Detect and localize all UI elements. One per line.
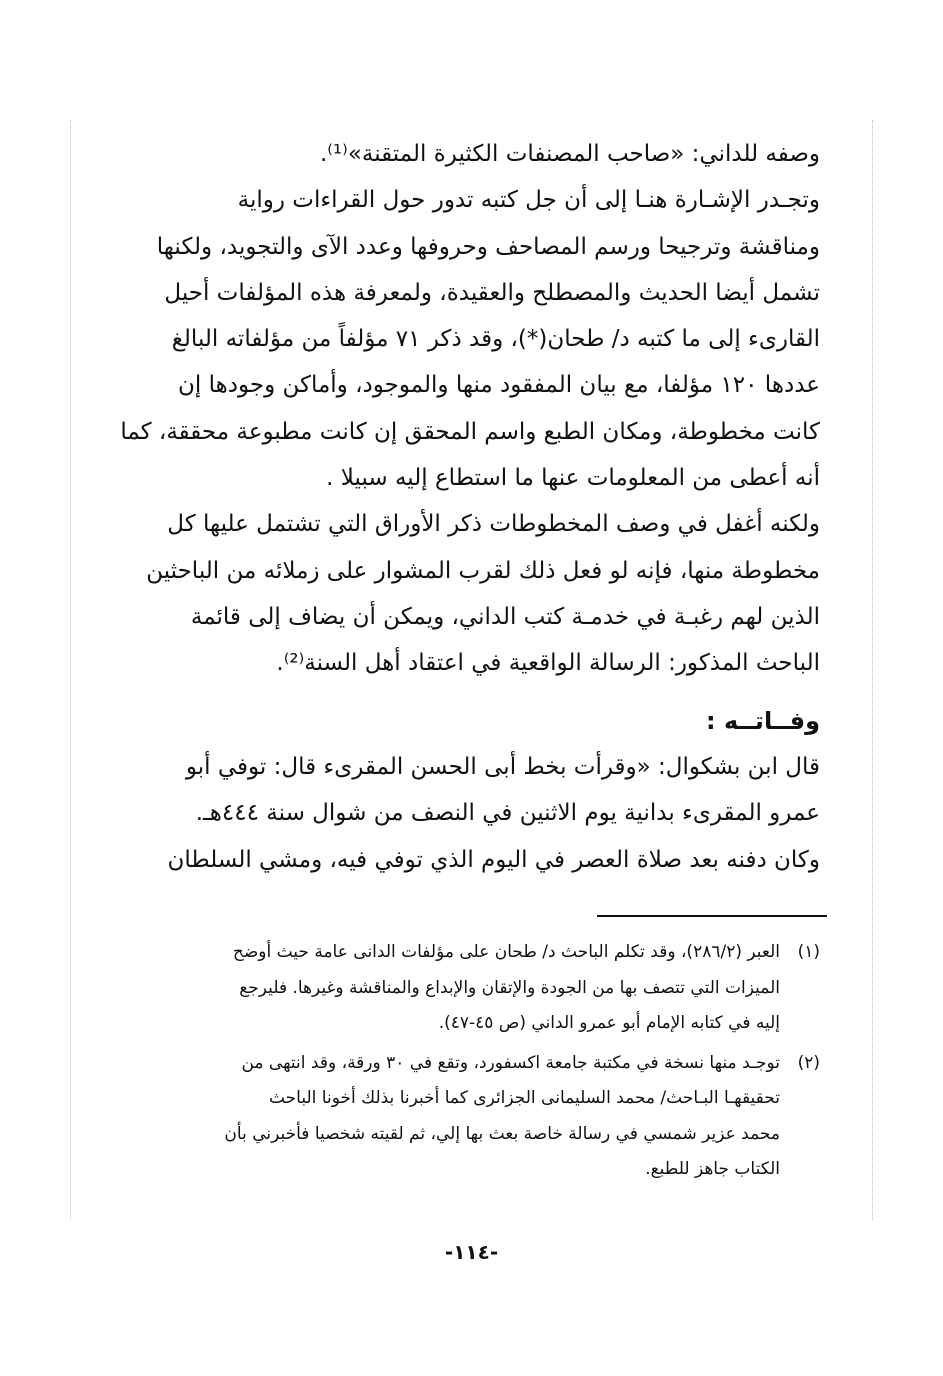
text-line: وكان دفنه بعد صلاة العصر في اليوم الذي توفي فيه، ومشي السلطان xyxy=(167,846,820,873)
text-line: الباحث المذكور: الرسالة الواقعية في اعتقاد أهل السنة⁽²⁾. xyxy=(276,650,820,677)
scan-artifact-right xyxy=(872,120,873,1220)
text-line: عمرو المقرىء بدانية يوم الاثنين في النصف من شوال سنة ٤٤٤هـ. xyxy=(195,800,820,827)
text-line: عددها ١٢٠ مؤلفا، مع بيان المفقود منها والموجود، وأماكن وجودها إن xyxy=(178,372,820,399)
text-line: ومناقشة وترجيحا ورسم المصاحف وحروفها وعدد الآى والتجويد، ولكنها xyxy=(156,233,820,260)
footnote-line: الكتاب جاهز للطبع. xyxy=(645,1159,780,1179)
text-line: وصفه للداني: «صاحب المصنفات الكثيرة المتقنة»⁽¹⁾. xyxy=(319,141,820,167)
section-heading: وفــاتــه : xyxy=(706,707,820,735)
text-line: وتجـدر الإشـارة هنـا إلى أن جل كتبه تدور حول القراءات رواية xyxy=(237,187,820,214)
text-line: مخطوطة منها، فإنه لو فعل ذلك لقرب المشوار على زملائه من الباحثين xyxy=(146,557,820,584)
footnote-2 xyxy=(105,1046,820,1188)
footnote-line: الميزات التي تتصف بها من الجودة والإتقان والإبداع والمناقشة وغيرها. فليرجع xyxy=(239,977,780,998)
text-line: قال ابن بشكوال: «وقرأت بخط أبى الحسن المقرىء قال: توفي أبو xyxy=(185,754,820,780)
footnotes xyxy=(105,935,820,1192)
footnote-number: (٢) xyxy=(797,1052,820,1073)
footnote-line: تحقيقهـا البـاحث/ محمد السليمانى الجزائرى كما أخبرنا بذلك أخونا الباحث xyxy=(268,1088,780,1108)
text-line: القارىء إلى ما كتبه د/ طحان(*)، وقد ذكر ٧١ مؤلفاً من مؤلفاته البالغ xyxy=(171,326,820,353)
text-line: ولكنه أغفل في وصف المخطوطات ذكر الأوراق التي تشتمل عليها كل xyxy=(167,511,820,538)
text-line: تشمل أيضا الحديث والمصطلح والعقيدة، ولمعرفة هذه المؤلفات أحيل xyxy=(164,279,820,306)
scan-artifact-left xyxy=(70,120,71,1220)
footnote-number: (١) xyxy=(797,942,820,962)
footnote-line: محمد عزير شمسي في رسالة خاصة بعث بها إلي، ثم لقيته شخصيا فأخبرني بأن xyxy=(224,1123,780,1144)
death-section xyxy=(105,698,820,883)
text-line: كانت مخطوطة، ومكان الطبع واسم المحقق إن كانت مطبوعة محققة، كما xyxy=(120,418,820,445)
footnote-line: توجـد منها نسخة في مكتبة جامعة اكسفورد، وتقع في ٣٠ ورقة، وقد انتهى من xyxy=(241,1052,780,1073)
footnote-line: إليه في كتابه الإمام أبو عمرو الداني (ص ٤٥-٤٧). xyxy=(438,1013,780,1033)
main-text xyxy=(105,131,820,687)
text-line: الذين لهم رغبـة في خدمـة كتب الداني، ويمكن أن يضاف إلى قائمة xyxy=(190,603,820,630)
footnote-line: العبر (٢٨٦/٢)، وقد تكلم الباحث د/ طحان على مؤلفات الدانى عامة حيث أوضح xyxy=(232,942,780,962)
text-line: أنه أعطى من المعلومات عنها ما استطاع إليه سبيلا . xyxy=(326,465,820,492)
footnote-1 xyxy=(105,935,820,1042)
page-number: -١١٤- xyxy=(444,1240,499,1264)
footnote-separator xyxy=(597,915,827,917)
